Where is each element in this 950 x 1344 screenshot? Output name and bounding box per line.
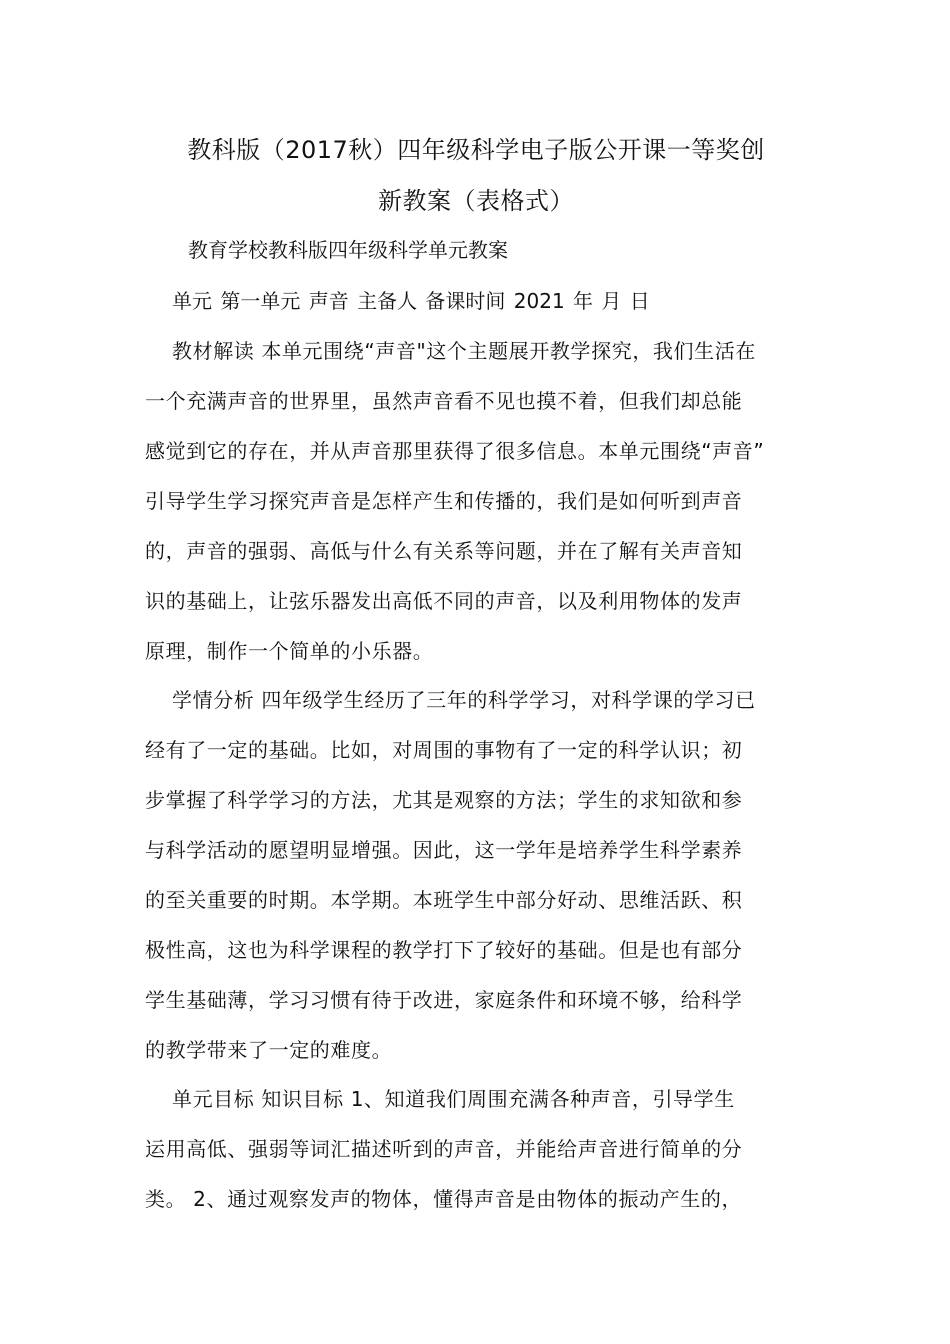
paragraph-textbook-reading-line: 原理，制作一个简单的小乐器。 <box>145 639 434 663</box>
paragraph-learner-analysis-line: 的教学带来了一定的难度。 <box>145 1038 393 1062</box>
paragraph-unit-goals-line: 单元目标 知识目标 1、知道我们周围充满各种声音，引导学生 <box>172 1087 735 1111</box>
paragraph-learner-analysis-line: 步掌握了科学学习的方法，尤其是观察的方法；学生的求知欲和参 <box>145 788 743 812</box>
paragraph-textbook-reading-line: 的，声音的强弱、高低与什么有关系等问题，并在了解有关声音知 <box>145 539 743 563</box>
unit-meta-line: 单元 第一单元 声音 主备人 备课时间 2021 年 月 日 <box>172 289 650 313</box>
document-title-line-2: 新教案（表格式） <box>378 187 574 215</box>
paragraph-learner-analysis-line: 与科学活动的愿望明显增强。因此，这一学年是培养学生科学素养 <box>145 838 743 862</box>
paragraph-learner-analysis-line: 经有了一定的基础。比如，对周围的事物有了一定的科学认识；初 <box>145 738 743 762</box>
paragraph-learner-analysis-line: 的至关重要的时期。本学期。本班学生中部分好动、思维活跃、积 <box>145 888 743 912</box>
paragraph-learner-analysis-line: 学生基础薄，学习习惯有待于改进，家庭条件和环境不够，给科学 <box>145 988 743 1012</box>
paragraph-textbook-reading-line: 教材解读 本单元围绕“声音"这个主题展开教学探究，我们生活在 <box>172 339 756 363</box>
paragraph-learner-analysis-line: 极性高，这也为科学课程的教学打下了较好的基础。但是也有部分 <box>145 938 743 962</box>
paragraph-learner-analysis-line: 学情分析 四年级学生经历了三年的科学学习，对科学课的学习已 <box>172 688 756 712</box>
document-title-line-1: 教科版（2017秋）四年级科学电子版公开课一等奖创 <box>187 136 765 164</box>
paragraph-unit-goals-line: 类。 2、通过观察发声的物体，懂得声音是由物体的振动产生的， <box>145 1187 743 1211</box>
paragraph-textbook-reading-line: 识的基础上，让弦乐器发出高低不同的声音，以及利用物体的发声 <box>145 589 743 613</box>
document-subtitle: 教育学校教科版四年级科学单元教案 <box>188 238 508 262</box>
paragraph-textbook-reading-line: 引导学生学习探究声音是怎样产生和传播的，我们是如何听到声音 <box>145 489 743 513</box>
paragraph-textbook-reading-line: 一个充满声音的世界里，虽然声音看不见也摸不着，但我们却总能 <box>145 389 743 413</box>
paragraph-unit-goals-line: 运用高低、强弱等词汇描述听到的声音，并能给声音进行简单的分 <box>145 1137 743 1161</box>
paragraph-textbook-reading-line: 感觉到它的存在，并从声音那里获得了很多信息。本单元围绕“声音” <box>145 439 765 463</box>
